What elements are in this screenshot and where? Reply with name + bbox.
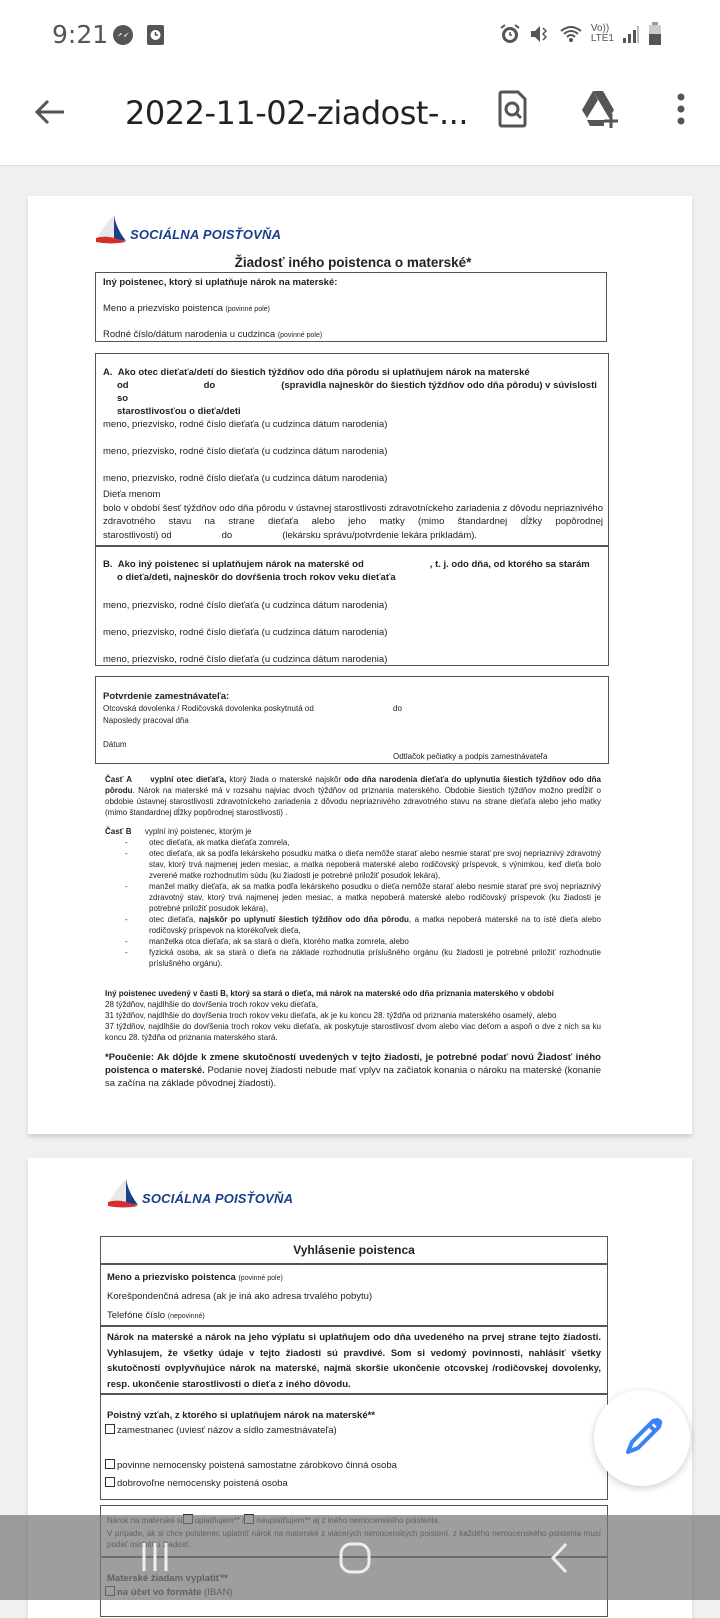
part-a-note: Časť A vyplní otec dieťaťa, ktorý žiada o materské najskôr odo dňa narodenia dieťaťa do uplynutia šiestich týždňov odo dňa pôrodu. Nárok na materské má v rozsahu najviac dvoch týždňov od priznania materského. Obdobie šiestich týždňov možno predĺžiť o obdobie ústavnej starostlivosti zdravotníckeho zariadenia z dôvodu nepriaznivého zdravotného stavu na strane dieťaťa alebo jeho matky (mimo štandardnej dĺžky popôrodnej starostlivosti) . — [105, 775, 601, 817]
edit-fab-button[interactable] — [594, 1390, 690, 1486]
applicant-id-field[interactable]: Rodné číslo/dátum narodenia u cudzinca (povinné pole) — [103, 329, 323, 340]
section-a-heading: A. Ako otec dieťaťa/detí do šiestich týždňov odo dňa pôrodu si uplatňujem nárok na materské od do (spravidla najneskôr do šiestich týždňov odo dňa pôrodu) v súvislosti so starostlivosťou o dieťa/deti — [103, 367, 597, 417]
home-button[interactable] — [338, 1541, 372, 1575]
messenger-icon — [112, 24, 134, 46]
applicant-heading: Iný poistenec, ktorý si uplatňuje nárok na materské: — [103, 277, 338, 288]
section-b-heading: B. Ako iný poistenec si uplatňujem nárok na materské od , t. j. odo dňa, od ktorého sa starám o dieťa/deti, najneskôr do dovŕšenia troch rokov veku dieťaťa — [103, 559, 590, 583]
more-vert-icon[interactable] — [660, 88, 702, 130]
declaration-box — [100, 1326, 608, 1394]
app-bar — [0, 70, 720, 166]
recents-button[interactable] — [140, 1541, 170, 1573]
hospital-text: bolo v období šesť týždňov odo dňa pôrodu v ústavnej starostlivosti zdravotníckeho zariadenia z dôvodu nepriaznivého zdravotného stavu na strane dieťaťa alebo jeho matky (mimo štandardnej dĺžky popôrodnej — [103, 503, 603, 527]
child-name-field[interactable]: Dieťa menom — [103, 489, 161, 500]
status-icons — [499, 22, 662, 46]
document-title: 2022-11-02-ziadost-... — [125, 94, 468, 132]
relation-option-self-employed[interactable]: povinne nemocensky poistená samostatne zárobkovo činná osoba — [105, 1459, 397, 1472]
employer-heading: Potvrdenie zamestnávateľa: — [103, 691, 230, 702]
signal-icon — [622, 23, 640, 45]
part-b-list-item: - otec dieťaťa, ak sa podľa lekárskeho posudku matka o dieťa nemôže starať alebo nesmie starať pre svoj nepriaznivý zdravotný stav, ktorý trvá najmenej jeden mesiac, a matka nepoberá materské alebo rodičovský príspevok, s výnimkou, keď dieťa bolo zverené matke rozhodnutím súdu (ku žiadosti je potrebné priložiť posudok lekára), — [125, 849, 601, 880]
part-b-list-item: - manžel matky dieťaťa, ak sa matka podľa lekárskeho posudku o dieťa nemôže starať alebo nesmie starať pre svoj nepriaznivý zdravotný stav, ktorý trvá najmenej jeden mesiac, a matka nepoberá materské alebo rodičovský príspevok (ku žiadosti je potrebné priložiť posudok lekára), — [125, 882, 601, 913]
insurance-relation-box — [100, 1394, 608, 1500]
edit-pencil-icon — [594, 1390, 690, 1486]
back-button[interactable] — [548, 1541, 570, 1575]
relation-option-voluntary[interactable]: dobrovoľne nemocensky poistená osoba — [105, 1477, 288, 1490]
checkbox[interactable] — [105, 1424, 115, 1434]
section-a-child-row[interactable]: meno, priezvisko, rodné číslo dieťaťa (u cudzinca dátum narodenia) — [103, 419, 388, 430]
volte-lte-icon: Vo)) LTE1 — [590, 23, 614, 44]
form-title: Žiadosť iného poistenca o materské* — [234, 255, 472, 270]
section-b-child-row[interactable]: meno, priezvisko, rodné číslo dieťaťa (u cudzinca dátum narodenia) — [103, 627, 388, 638]
relation-option-employee[interactable]: zamestnanec (uviesť názov a sídlo zamestnávateľa) — [105, 1424, 337, 1437]
period-note: Iný poistenec uvedený v časti B, ktorý sa stará o dieťa, má nárok na materské odo dňa priznania materského v období 28 týždňov, najdlhšie do dovŕšenia troch rokov veku dieťaťa, 31 týždňov, najdlhšie do dovŕšenia troch rokov veku dieťaťa, ak je ku koncu 28. týždňa od priznania materského osamelý, alebo 37 týždňov, najdlhšie do dovŕšenia troch rokov veku dieťaťa, ak poskytuje starostlivosť dvom alebo viac deťom a aspoň o dve z nich sa ku koncu 28. týždňa od priznania materského stará. — [105, 989, 601, 1042]
add-to-drive-icon[interactable] — [578, 88, 620, 130]
part-b-note: Časť B vyplní iný poistenec, ktorým je - otec dieťaťa, ak matka dieťaťa zomrela, - otec dieťaťa, ak sa podľa lekárskeho posudku matka o dieťa nemôže starať alebo nesmie starať pre svoj nepriaznivý zdravotný stav, ktorý trvá najmenej jeden mesiac, a matka nepoberá materské alebo rodičovský príspevok, s výnimkou, keď dieťa bolo zverené matke rozhodnutím súdu (ku žiadosti je potrebné priložiť posudok lekára), - manžel matky dieťaťa, ak sa matka podľa lekárskeho posudku o dieťa nemôže starať alebo nesmie starať pre svoj nepriaznivý zdravotný stav, ktorý trvá najmenej jeden mesiac, a matka nepoberá materské alebo rodičovský príspevok (ku žiadosti je potrebné priložiť posudok lekára), - otec dieťaťa, najskôr po uplynutí šiestich týždňov odo dňa pôrodu, a matka nepoberá materské na to isté dieťa alebo rodičovský príspevok na ktorékoľvek dieťa, - manželka otca dieťaťa, ak sa stará o dieťa, ktorého matka zomrela, alebo - fyzická osoba, ak sa stará o dieťa na základe rozhodnutia príslušného orgánu (ku žiadosti je potrebné priložiť rozhodnutie príslušného orgánu). — [105, 827, 602, 968]
status-bar — [0, 0, 720, 70]
logo-sail-icon — [106, 1178, 140, 1208]
section-a-child-row[interactable]: meno, priezvisko, rodné číslo dieťaťa (u cudzinca dátum narodenia) — [103, 473, 388, 484]
alarm-icon — [499, 23, 521, 45]
leave-from-field[interactable]: Otcovská dovolenka / Rodičovská dovolenka poskytnutá od — [103, 704, 314, 713]
logo-text: SOCIÁLNA POISŤOVŇA — [130, 227, 282, 242]
last-worked-field[interactable]: Naposledy pracoval dňa — [103, 716, 189, 725]
declaration-title-box — [100, 1236, 608, 1264]
relation-heading: Poistný vzťah, z ktorého si uplatňujem nárok na materské** — [107, 1410, 375, 1421]
address-field[interactable]: Korešpondenčná adresa (ak je iná ako adresa trvalého pobytu) — [107, 1291, 373, 1302]
phone-field[interactable]: Telefóne číslo (nepovinné) — [107, 1310, 205, 1321]
checkbox[interactable] — [105, 1459, 115, 1469]
declaration-text: Nárok na materské a nárok na jeho výplatu si uplatňujem odo dňa uvedeného na prvej strane tejto žiadosti. Vyhlasujem, že všetky údaje v tejto žiadosti sú pravdivé. Som si vedomý povinnosti, nahlásiť všetky skutočnosti ovplyvňujúce nárok na materské, najmä skoršie ukončenie otcovskej /rodičovskej dovolenky, resp. ukončenie starostlivosti o dieťa z iného dôvodu. — [107, 1332, 601, 1390]
navigation-bar — [0, 1515, 720, 1600]
part-b-list-item: - otec dieťaťa, ak matka dieťaťa zomrela, — [125, 838, 290, 847]
back-arrow-icon[interactable] — [30, 92, 70, 132]
employer-box — [95, 676, 609, 764]
insured-name-field[interactable]: Meno a priezvisko poistenca (povinné pole) — [107, 1272, 283, 1283]
clock-app-icon — [145, 24, 167, 46]
logo — [94, 214, 281, 244]
battery-icon — [648, 22, 662, 46]
logo — [106, 1178, 293, 1208]
checkbox[interactable] — [105, 1477, 115, 1487]
applicant-box — [95, 272, 607, 342]
pdf-page-1 — [28, 196, 692, 1134]
section-a-box — [95, 353, 609, 546]
section-b-box — [95, 546, 609, 666]
status-time: 9:21 — [52, 20, 109, 49]
wifi-icon — [559, 23, 583, 45]
declaration-title: Vyhlásenie poistenca — [293, 1243, 415, 1257]
applicant-name-field[interactable]: Meno a priezvisko poistenca (povinné pole) — [103, 303, 270, 314]
part-b-list-item: - manželka otca dieťaťa, ak sa stará o dieťa, ktorého matka zomrela, alebo — [125, 937, 409, 946]
part-b-list-item: - otec dieťaťa, najskôr po uplynutí šiestich týždňov odo dňa pôrodu, a matka nepoberá materské na to isté dieťa alebo rodičovský príspevok na ktorékoľvek dieťa, — [125, 915, 602, 935]
personal-info-box — [100, 1264, 608, 1326]
hospital-dates[interactable]: starostlivosti) od do (lekársku správu/potvrdenie lekára prikladám). — [103, 530, 478, 541]
instruction-note: *Poučenie: Ak dôjde k zmene skutočností uvedených v tejto žiadosti, je potrebné podať novú Žiadosť iného poistenca o materské. Podanie novej žiadosti nebude mať vplyv na začiatok konania o nároku na materské (konanie sa začína na základe pôvodnej žiadosti). — [105, 1052, 601, 1089]
date-field[interactable]: Dátum — [103, 740, 127, 749]
part-b-list-item: - fyzická osoba, ak sa stará o dieťa na základe rozhodnutia príslušného orgánu (ku žiadosti je potrebné priložiť rozhodnutie príslušného orgánu). — [125, 948, 601, 968]
part-b-list — [105, 837, 601, 969]
section-b-child-row[interactable]: meno, priezvisko, rodné číslo dieťaťa (u cudzinca dátum narodenia) — [103, 600, 388, 611]
stamp-signature-label: Odtlačok pečiatky a podpis zamestnávateľa — [393, 752, 548, 761]
section-a-child-row[interactable]: meno, priezvisko, rodné číslo dieťaťa (u cudzinca dátum narodenia) — [103, 446, 388, 457]
leave-to-field[interactable]: do — [393, 704, 402, 713]
logo-text: SOCIÁLNA POISŤOVŇA — [142, 1191, 294, 1206]
section-b-child-row[interactable]: meno, priezvisko, rodné číslo dieťaťa (u cudzinca dátum narodenia) — [103, 654, 388, 665]
find-in-document-icon[interactable] — [492, 88, 534, 130]
logo-sail-icon — [94, 214, 128, 244]
vibrate-icon — [529, 23, 551, 45]
